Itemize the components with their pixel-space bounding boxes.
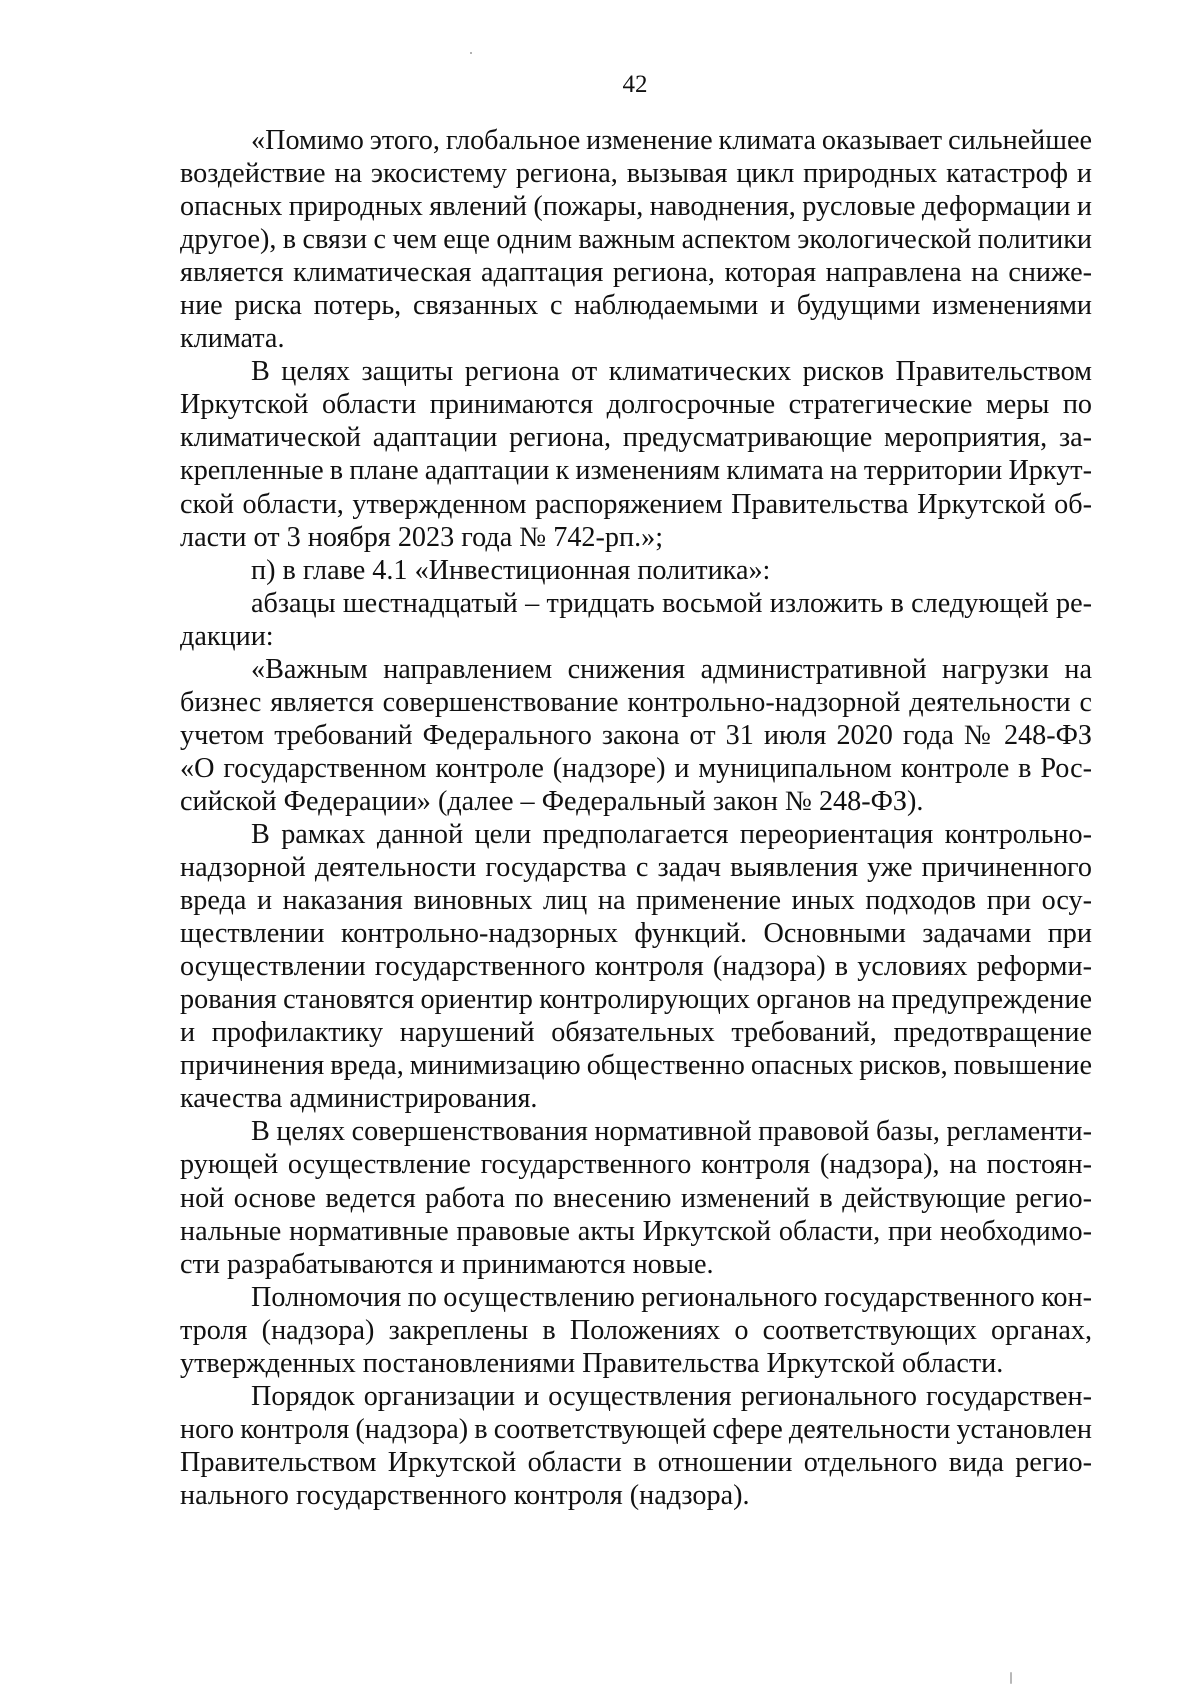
text-line: троля (надзора) закреплены в Положениях о соответствующих органах,: [180, 1314, 1092, 1346]
paragraph: [180, 653, 1092, 818]
text-line: «Важным направлением снижения административной нагрузки на: [251, 653, 1092, 685]
text-line: бизнес является совершенствование контрольно-надзорной деятельности с: [180, 686, 1092, 718]
text-line: Порядок организации и осуществления регионального государствен-: [251, 1380, 1092, 1412]
text-line: рующей осуществление государственного контроля (надзора), на постоян-: [180, 1149, 1092, 1181]
paragraph: [180, 1380, 1092, 1512]
text-line: климата.: [180, 323, 285, 355]
text-line: другое), в связи с чем еще одним важным аспектом экологической политики: [180, 224, 1092, 256]
text-line: ской области, утвержденном распоряжением Правительства Иркутской об-: [180, 488, 1092, 520]
text-line: «Помимо этого, глобальное изменение климата оказывает сильнейшее: [251, 125, 1092, 156]
paragraph: [180, 587, 1092, 653]
text-line: В рамках данной цели предполагается переориентация контрольно-: [251, 818, 1092, 850]
text-line: климатической адаптации региона, предусматривающие мероприятия, за-: [180, 422, 1092, 454]
text-line: сти разрабатываются и принимаются новые.: [180, 1248, 714, 1280]
text-line: нального государственного контроля (надзора).: [180, 1479, 750, 1511]
paragraph: [180, 818, 1092, 1115]
text-line: крепленные в плане адаптации к изменениям климата на территории Иркут-: [180, 455, 1092, 487]
text-line: рования становятся ориентир контролирующих органов на предупреждение: [180, 984, 1092, 1016]
text-line: ласти от 3 ноября 2023 года № 742-рп.»;: [180, 521, 664, 553]
text-line: надзорной деятельности государства с задач выявления уже причиненного: [180, 852, 1092, 884]
text-line: качества администрирования.: [180, 1083, 538, 1115]
text-line: абзацы шестнадцатый – тридцать восьмой изложить в следующей ре-: [251, 587, 1092, 619]
paragraph: [180, 1115, 1092, 1280]
document-body: [180, 124, 1092, 1512]
paragraph: [180, 355, 1092, 553]
text-line: опасных природных явлений (пожары, наводнения, русловые деформации и: [180, 191, 1092, 223]
text-line: ного контроля (надзора) в соответствующей сфере деятельности установлен: [180, 1413, 1092, 1445]
text-line: ществлении контрольно-надзорных функций. Основными задачами при: [180, 918, 1092, 950]
text-line: ной основе ведется работа по внесению изменений в действующие регио-: [180, 1182, 1092, 1214]
scan-speck: [470, 52, 472, 54]
page-number: 42: [622, 71, 648, 98]
text-line: Иркутской области принимаются долгосрочные стратегические меры по: [180, 389, 1092, 421]
text-line: Правительством Иркутской области в отношении отдельного вида регио-: [180, 1446, 1092, 1478]
text-line: воздействие на экосистему региона, вызывая цикл природных катастроф и: [180, 158, 1092, 190]
text-line: и профилактику нарушений обязательных требований, предотвращение: [180, 1017, 1092, 1049]
text-line: осуществлении государственного контроля (надзора) в условиях реформи-: [180, 951, 1092, 983]
paragraph: [180, 554, 1092, 587]
paragraph: [180, 1281, 1092, 1380]
text-line: нальные нормативные правовые акты Иркутской области, при необходимо-: [180, 1215, 1092, 1247]
text-line: сийской Федерации» (далее – Федеральный закон № 248-ФЗ).: [180, 785, 924, 817]
text-line: В целях совершенствования нормативной правовой базы, регламенти-: [251, 1116, 1092, 1148]
paragraph: [180, 124, 1092, 355]
scan-speck: [1010, 1672, 1012, 1684]
text-line: причинения вреда, минимизацию общественно опасных рисков, повышение: [180, 1050, 1092, 1082]
text-line: учетом требований Федерального закона от 31 июля 2020 года № 248-ФЗ: [180, 719, 1092, 751]
text-line: дакции:: [180, 620, 274, 652]
text-line: Полномочия по осуществлению регионального государственного кон-: [251, 1281, 1092, 1313]
text-line: п) в главе 4.1 «Инвестиционная политика»:: [251, 554, 771, 586]
text-line: «О государственном контроле (надзоре) и муниципальном контроле в Рос-: [180, 752, 1092, 784]
text-line: является климатическая адаптация региона, которая направлена на сниже-: [180, 257, 1092, 289]
text-line: В целях защиты региона от климатических рисков Правительством: [251, 356, 1092, 388]
text-line: вреда и наказания виновных лиц на применение иных подходов при осу-: [180, 885, 1092, 917]
text-line: утвержденных постановлениями Правительства Иркутской области.: [180, 1347, 1004, 1379]
text-line: ние риска потерь, связанных с наблюдаемыми и будущими изменениями: [180, 290, 1092, 322]
